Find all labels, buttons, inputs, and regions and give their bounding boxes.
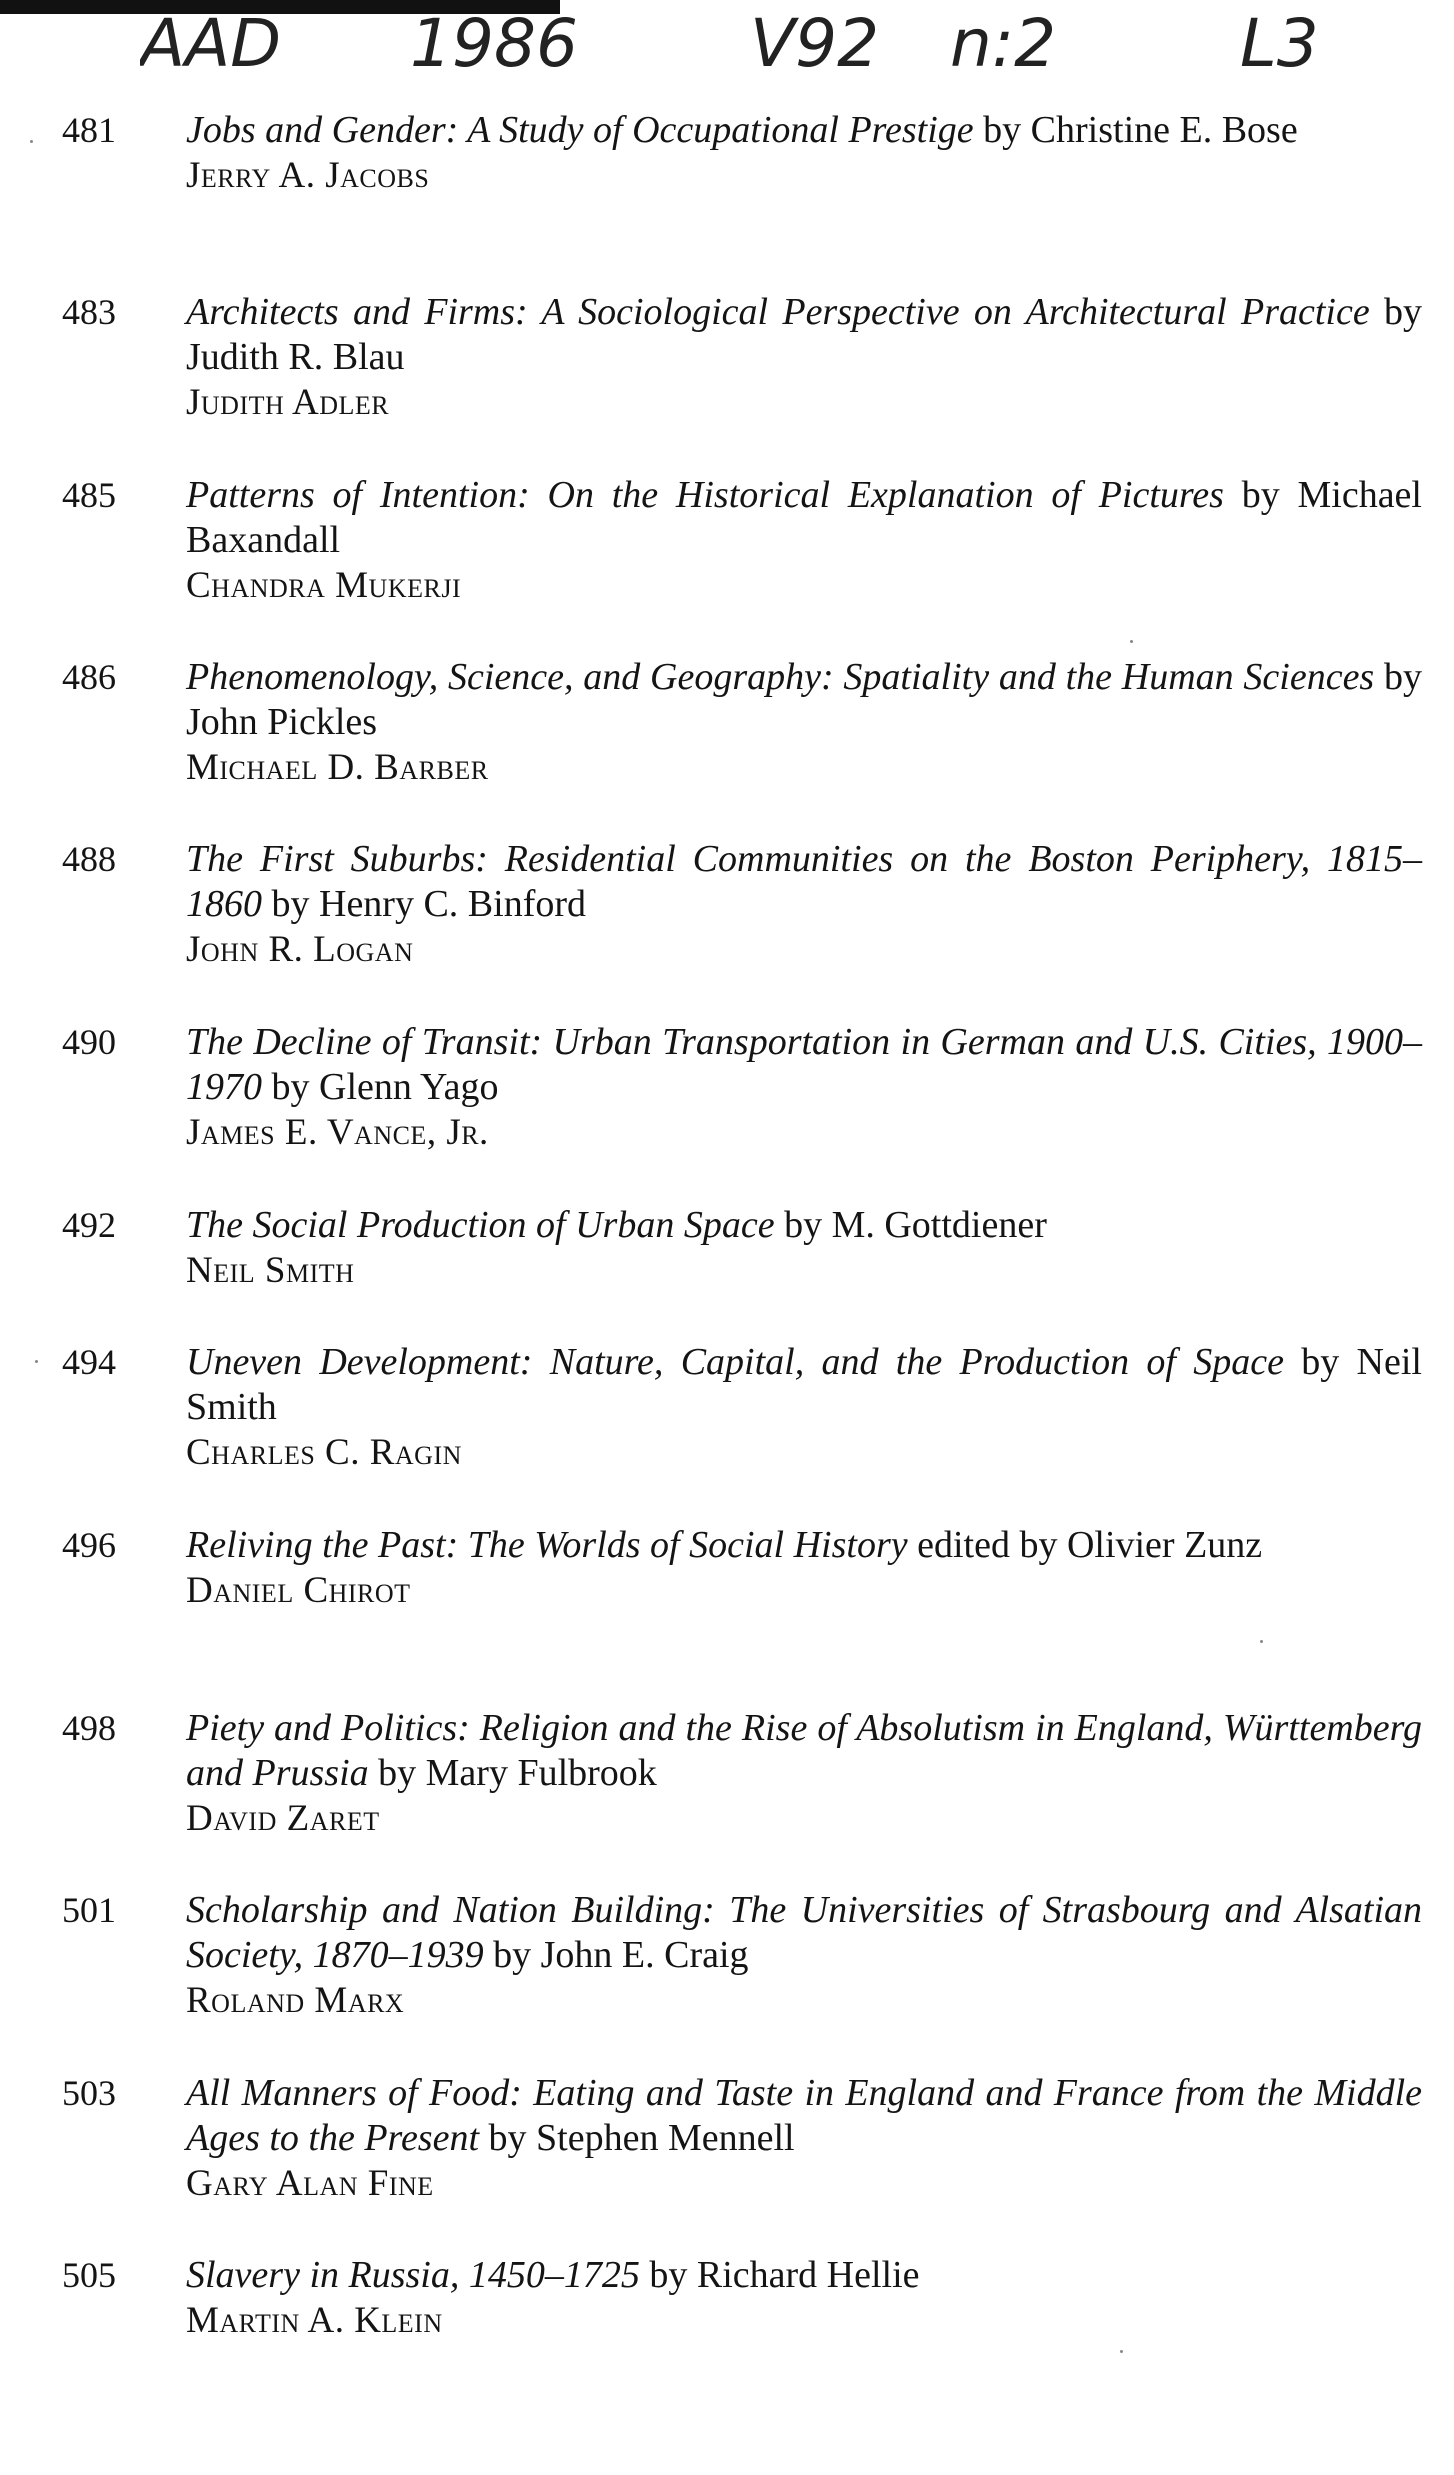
book-author: by John Pickles — [186, 656, 1422, 743]
reviewer-name: Martin A. Klein — [186, 2300, 443, 2341]
reviewer-name: James E. Vance, Jr. — [186, 1112, 489, 1153]
book-title: Jobs and Gender: A Study of Occupational Prestige — [186, 109, 974, 151]
book-line — [186, 1523, 1422, 1568]
book-line — [186, 837, 1422, 927]
entry-body — [186, 2071, 1422, 2206]
scan-speck — [1120, 2350, 1123, 2353]
entry-body — [186, 837, 1422, 972]
page-number: 498 — [62, 1708, 116, 1748]
book-line — [186, 1706, 1422, 1796]
page-number: 505 — [62, 2255, 116, 2295]
reviewer-name: Jerry A. Jacobs — [186, 155, 430, 196]
book-author: by John E. Craig — [493, 1934, 749, 1976]
book-title: All Manners of Food: Eating and Taste in England and France from the Middle Ages to the Present — [186, 2072, 1422, 2159]
book-title: Architects and Firms: A Sociological Perspective on Architectural Practice — [186, 291, 1370, 333]
entry-body — [186, 1340, 1422, 1475]
book-author: by Christine E. Bose — [983, 109, 1298, 151]
entry-body — [186, 290, 1422, 425]
reviewer-name: Neil Smith — [186, 1250, 355, 1291]
reviewer-name: David Zaret — [186, 1798, 380, 1839]
book-title: Phenomenology, Science, and Geography: Spatiality and the Human Sciences — [186, 656, 1375, 698]
book-title: Slavery in Russia, 1450–1725 — [186, 2254, 640, 2296]
scan-speck — [1130, 640, 1133, 643]
book-line — [186, 473, 1422, 563]
handwritten-note-part: V92 — [750, 8, 880, 82]
scan-speck — [35, 1360, 38, 1363]
handwritten-note-part: L3 — [1240, 8, 1319, 82]
reviewer-name: Michael D. Barber — [186, 747, 489, 788]
entry-body — [186, 1203, 1422, 1293]
book-title: The Decline of Transit: Urban Transportation in German and U.S. Cities, 1900–1970 — [186, 1021, 1422, 1108]
book-title: Scholarship and Nation Building: The Universities of Strasbourg and Alsatian Society, 1870–1939 — [186, 1889, 1422, 1976]
page-number: 496 — [62, 1525, 116, 1565]
book-author: by Glenn Yago — [271, 1066, 499, 1108]
book-title: The First Suburbs: Residential Communities on the Boston Periphery, 1815–1860 — [186, 838, 1422, 925]
reviewer-name: Daniel Chirot — [186, 1570, 411, 1611]
page-number: 494 — [62, 1342, 116, 1382]
book-title: The Social Production of Urban Space — [186, 1204, 775, 1246]
book-title: Patterns of Intention: On the Historical Explanation of Pictures — [186, 474, 1224, 516]
page-number: 492 — [62, 1205, 116, 1245]
book-line — [186, 1340, 1422, 1430]
handwritten-note-part: AAD — [140, 8, 282, 82]
book-line — [186, 1020, 1422, 1110]
page-number: 488 — [62, 839, 116, 879]
entry-body — [186, 473, 1422, 608]
page-number: 481 — [62, 110, 116, 150]
scan-speck — [30, 140, 33, 143]
handwritten-note-part: 1986 — [410, 8, 578, 82]
reviewer-name: Judith Adler — [186, 382, 390, 423]
book-author: by Michael Baxandall — [186, 474, 1422, 561]
handwritten-note-part: n:2 — [950, 8, 1057, 82]
book-author: by Stephen Mennell — [488, 2117, 795, 2159]
reviewer-name: Chandra Mukerji — [186, 565, 462, 606]
entry-body — [186, 1888, 1422, 2023]
page-number: 483 — [62, 292, 116, 332]
reviewer-name: John R. Logan — [186, 929, 414, 970]
book-author: by Henry C. Binford — [271, 883, 587, 925]
book-title: Reliving the Past: The Worlds of Social History — [186, 1524, 908, 1566]
page-number: 503 — [62, 2073, 116, 2113]
book-author: by Judith R. Blau — [186, 291, 1422, 378]
entry-body — [186, 2253, 1422, 2343]
entry-body — [186, 1706, 1422, 1841]
book-line — [186, 108, 1422, 153]
book-line — [186, 2071, 1422, 2161]
book-author: by M. Gottdiener — [784, 1204, 1047, 1246]
entry-body — [186, 1020, 1422, 1155]
book-title: Uneven Development: Nature, Capital, and the Production of Space — [186, 1341, 1284, 1383]
page-number: 485 — [62, 475, 116, 515]
book-line — [186, 1203, 1422, 1248]
book-line — [186, 290, 1422, 380]
book-author: by Mary Fulbrook — [378, 1752, 657, 1794]
book-author: by Neil Smith — [186, 1341, 1422, 1428]
book-line — [186, 2253, 1422, 2298]
book-line — [186, 1888, 1422, 1978]
book-author: edited by Olivier Zunz — [917, 1524, 1263, 1566]
page-number: 501 — [62, 1890, 116, 1930]
page-number: 490 — [62, 1022, 116, 1062]
book-line — [186, 655, 1422, 745]
handwritten-catalog-note — [140, 8, 1370, 88]
page-number: 486 — [62, 657, 116, 697]
entry-body — [186, 108, 1422, 198]
reviewer-name: Roland Marx — [186, 1980, 405, 2021]
scan-speck — [1260, 1640, 1263, 1643]
book-author: by Richard Hellie — [649, 2254, 920, 2296]
entry-body — [186, 1523, 1422, 1613]
reviewer-name: Charles C. Ragin — [186, 1432, 462, 1473]
book-title: Piety and Politics: Religion and the Rise of Absolutism in England, Württemberg and Prussia — [186, 1707, 1422, 1794]
entry-body — [186, 655, 1422, 790]
reviewer-name: Gary Alan Fine — [186, 2163, 434, 2204]
